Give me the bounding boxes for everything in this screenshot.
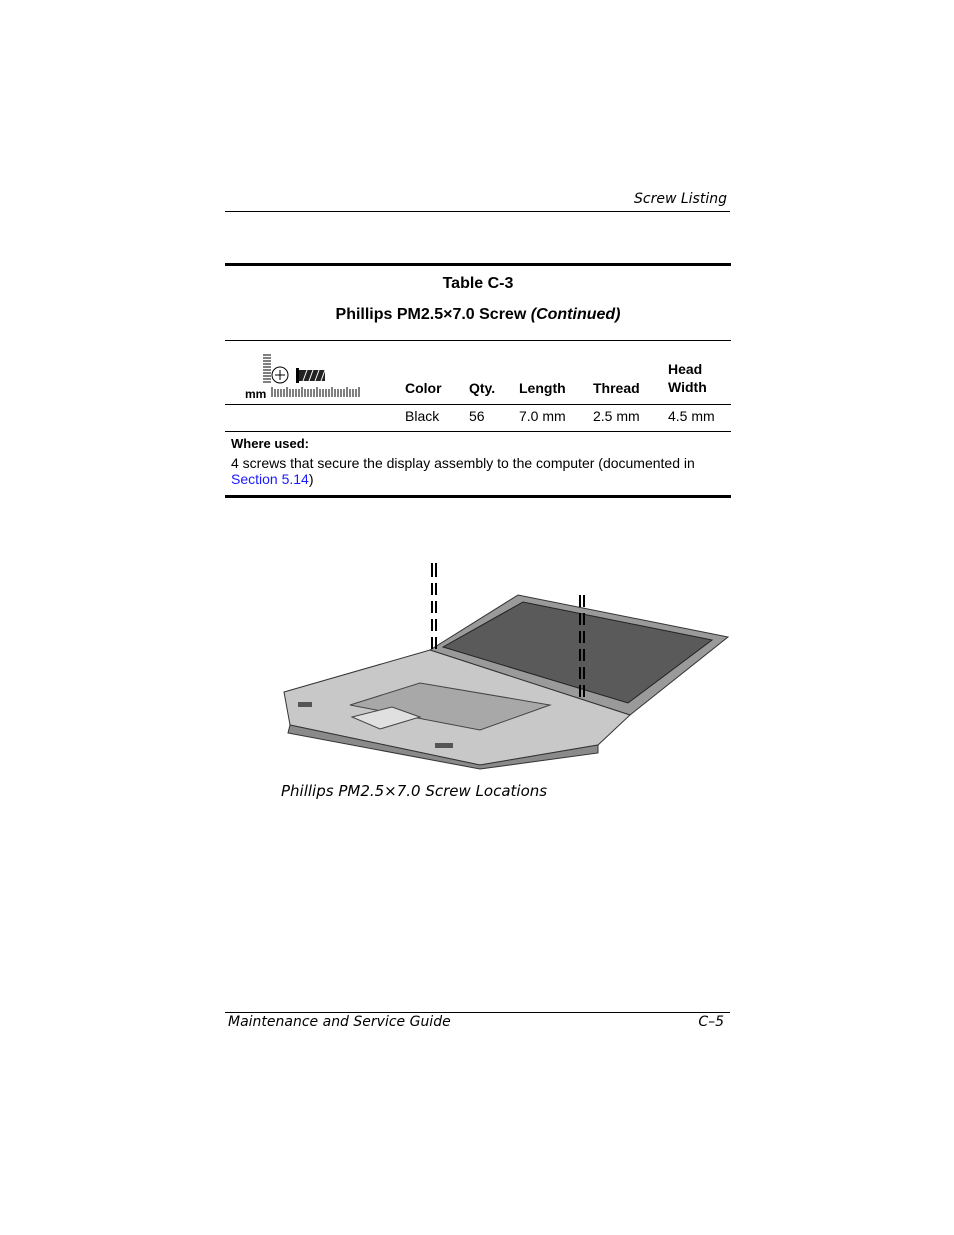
col-header-head-width	[668, 360, 707, 396]
cell-qty: 56	[469, 408, 485, 424]
figure-caption: Phillips PM2.5×7.0 Screw Locations	[281, 782, 548, 800]
mm-label: mm	[245, 387, 267, 401]
cell-color: Black	[405, 408, 440, 424]
where-used-section	[225, 432, 731, 495]
where-used-text	[231, 455, 725, 487]
base-port	[435, 743, 453, 748]
cell-thread: 2.5 mm	[593, 408, 640, 424]
col-header-thread: Thread	[593, 380, 640, 396]
table-row	[225, 405, 731, 431]
table-header-row	[225, 341, 731, 404]
section-link[interactable]: Section 5.14	[231, 471, 309, 487]
col-header-head: Head	[668, 361, 703, 377]
where-used-label: Where used:	[231, 436, 310, 451]
laptop-screw-illustration	[280, 555, 732, 770]
col-header-color: Color	[405, 380, 442, 396]
table-bottom-rule	[225, 495, 731, 498]
footer-page-number: C–5	[698, 1014, 724, 1030]
table-title	[225, 306, 731, 328]
footer-rule	[225, 1012, 730, 1013]
col-header-length: Length	[519, 380, 566, 396]
table-title-text: Phillips PM2.5×7.0 Screw	[335, 306, 527, 323]
table-title-suffix: (Continued)	[530, 306, 621, 323]
where-used-body: 4 screws that secure the display assembly to the computer (documented in	[231, 455, 695, 471]
screw-callout-left	[432, 563, 436, 649]
table-top-rule	[225, 263, 731, 266]
col-header-qty: Qty.	[469, 380, 496, 396]
screw-scale-icon	[245, 353, 365, 403]
base-vent	[298, 702, 312, 707]
screw-table	[225, 263, 731, 498]
cell-length: 7.0 mm	[519, 408, 566, 424]
running-header: Screw Listing	[634, 191, 727, 207]
footer-guide-title: Maintenance and Service Guide	[228, 1014, 451, 1030]
table-number: Table C-3	[442, 275, 514, 292]
header-rule	[225, 211, 730, 212]
cell-head-width: 4.5 mm	[668, 408, 715, 424]
where-used-tail: )	[308, 471, 314, 487]
col-header-width: Width	[668, 379, 707, 395]
